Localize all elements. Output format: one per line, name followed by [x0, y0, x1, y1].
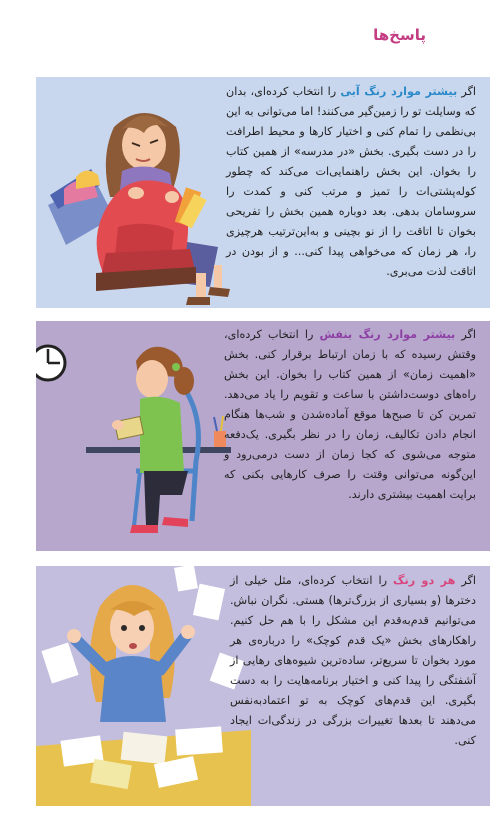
girl-reading-at-desk-illustration — [36, 321, 231, 551]
answer-panel-purple — [36, 321, 490, 551]
answer-panel-both — [36, 566, 490, 806]
girl-with-flying-papers-illustration — [36, 566, 251, 806]
girl-packing-backpack-illustration — [36, 77, 236, 308]
page-title: پاسخ‌ها — [373, 26, 426, 44]
answer-text-prefix: اگر — [457, 85, 476, 98]
both-highlight-label: هر دو رنگ — [393, 574, 456, 587]
answer-text-body: را انتخاب کرده‌ای، مثل خیلی از دخترها (و بسیاری از بزرگ‌ترها) هستی. نگران نباش. می‌توانیم قدم‌به‌قدم این مشکل را با هم حل کنیم. راهکارهای بخش «یک قدم کوچک» را درباره‌ی هر مورد بخوان تا سریع‌تر، ساده‌ترین شیوه‌های رهایی از آشفتگی را پیدا کنی و اختیار برنامه‌هایت را به دست بگیری. این قدم‌های کوچک به تو اعتمادبه‌نفس می‌دهند تا بعدها تغییرات بزرگی در زندگی‌ات ایجاد کنی. — [230, 574, 476, 747]
answer-text-prefix: اگر — [455, 328, 476, 341]
blue-highlight-label: بیشتر موارد رنگ آبی — [340, 85, 458, 98]
answer-text-both — [230, 571, 476, 751]
answer-panel-blue — [36, 77, 490, 308]
answer-text-purple — [224, 325, 476, 505]
answer-text-blue — [226, 82, 476, 282]
answer-text-body: را انتخاب کرده‌ای، وقتش رسیده که با زمان ارتباط برقرار کنی. بخش «اهمیت زمان» از همین کتاب را بخوان. این بخش راه‌های دوست‌داشتن با ساعت و تقویم را یاد می‌دهد. تمرین کن تا صبح‌ها موقع آماده‌شدن و شب‌ها هنگام انجام دادن تکالیف، زمان را در نظر بگیری. یک‌دفعه متوجه می‌شوی که کجا زمان از دست درمی‌رود و این‌گونه می‌توانی وقتت را صرف کارهایی بکنی که برایت اهمیت بیشتری دارند. — [224, 328, 476, 501]
answer-text-prefix: اگر — [455, 574, 476, 587]
purple-highlight-label: بیشتر موارد رنگ بنفش — [319, 328, 456, 341]
answer-text-body: را انتخاب کرده‌ای، بدان که وسایلت تو را زمین‌گیر می‌کنند! اما می‌توانی به این بی‌نظمی را تمام کنی و اختیار کارها و محیط اطرافت را در دست بگیری. بخش «در مدرسه» از همین کتاب را بخوان. این بخش راهنمایی‌ات می‌کند که چطور کوله‌پشتی‌ات را تمیز و مرتب کنی و کمدت را سروسامان بدهی. بعد دوباره همین بخش را تفریحی بخوان تا اتاقت را از نو بچینی و به‌این‌ترتیب هرچیزی را، هر زمان که می‌خواهی پیدا کنی... و از بودن در اتاقت لذت می‌بری. — [226, 85, 476, 278]
